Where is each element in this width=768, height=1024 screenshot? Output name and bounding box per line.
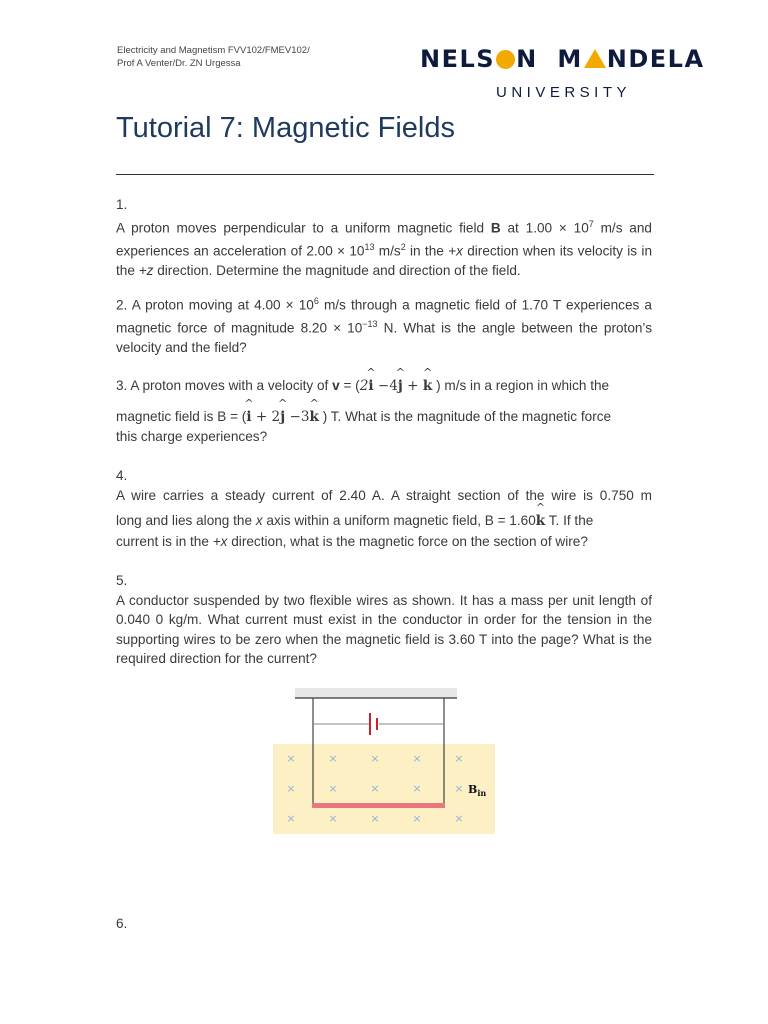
question-1-number: 1. [116, 197, 128, 212]
field-x-mark: × [412, 782, 422, 795]
question-6 [116, 914, 652, 934]
title-divider [116, 174, 654, 175]
question-2: 2. A proton moving at $4.00 \times 10^6$ m/s through a magnetic field of 1.70 T experiences a magnetic force of magnitude $8.20 \times 10^{-13}$ N. What is the angle between the proton’s velocity and the field? [116, 296, 653, 356]
question-5 [116, 571, 652, 669]
question-3-line-2: magnetic field is B = (^ i + 2^ j −3^ k ) T. What is the magnitude of the magnetic force [116, 407, 652, 428]
field-x-mark: × [370, 752, 380, 765]
course-line-2: Prof A Venter/Dr. ZN Urgessa [117, 58, 241, 69]
question-5-number: 5. [116, 573, 128, 588]
sun-icon [496, 50, 515, 69]
field-x-mark: × [370, 812, 380, 825]
field-x-mark: × [412, 752, 422, 765]
field-x-mark: × [328, 812, 338, 825]
question-5-text: A conductor suspended by two flexible wires as shown. It has a mass per unit length of 0.040 0 kg/m. What current must exist in the conductor in order for the tension in the supporting wires to be zero when the magnetic field is 3.60 T into the page? What is the required direction for the current? [116, 592, 652, 666]
field-x-mark: × [286, 752, 296, 765]
triangle-icon [584, 49, 606, 68]
question-3-line-1: 3. A proton moves with a velocity of v = (2^ i −4^ j + ^ k ) m/s in a region in which the [116, 376, 652, 397]
question-6-number: 6. [116, 916, 128, 931]
field-x-mark: × [370, 782, 380, 795]
question-4 [116, 466, 652, 551]
university-logo [420, 44, 730, 104]
logo-university: UNIVERSITY [496, 84, 632, 101]
field-x-mark: × [328, 782, 338, 795]
page-title: Tutorial 7: Magnetic Fields [116, 112, 456, 144]
logo-wordmark: NELS N M NDELA [420, 45, 705, 73]
field-x-mark: × [286, 812, 296, 825]
course-line-1: Electricity and Magnetism FVV102/FMEV102/ [117, 45, 310, 56]
field-x-mark: × [412, 812, 422, 825]
course-header [117, 44, 310, 70]
question-4-line-3: current is in the +x direction, what is the magnetic force on the section of wire? [116, 533, 588, 549]
conductor-figure [273, 686, 495, 834]
question-1: 1. A proton moves perpendicular to a uniform magnetic field B at $1.00 \times 10^7$ m/s and experiences an acceleration of $2.00 \times 10^{13}$ $m/s^2$ in the +x direction when its velocity is in the +z direction. Determine the magnitude and direction of the field. [116, 197, 652, 278]
conductor-rod [312, 803, 445, 808]
ceiling-support [295, 688, 457, 698]
question-4-line-1: A wire carries a steady current of 2.40 A. A straight section of the wire is 0.750 m [116, 487, 652, 503]
question-3 [116, 376, 652, 447]
field-x-mark: × [454, 782, 464, 795]
field-label: $B_{in}$ [468, 783, 487, 798]
field-x-mark: × [286, 782, 296, 795]
question-4-number: 4. [116, 468, 128, 483]
field-x-mark: × [454, 812, 464, 825]
field-x-mark: × [328, 752, 338, 765]
field-x-mark: × [454, 752, 464, 765]
question-3-line-3: this charge experiences? [116, 429, 268, 444]
question-4-line-2: long and lies along the x axis within a uniform magnetic field, B = 1.60^ k T. If the [116, 511, 652, 532]
